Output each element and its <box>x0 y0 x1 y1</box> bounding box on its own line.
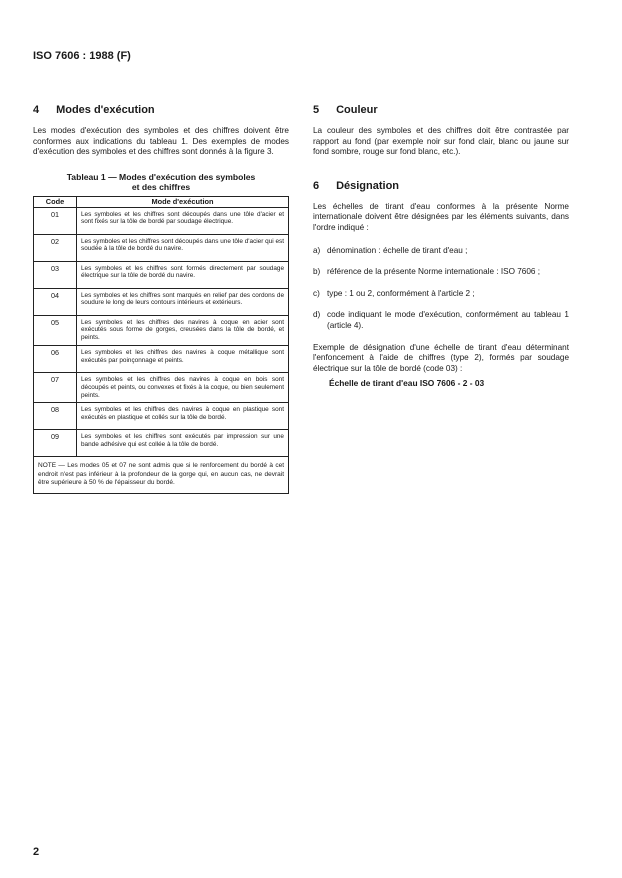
column-header-code: Code <box>34 196 77 207</box>
table-header-row <box>34 196 289 207</box>
row-code: 04 <box>34 288 77 315</box>
table-caption <box>33 172 289 192</box>
list-item <box>313 288 569 300</box>
list-item-label: b) <box>313 267 321 277</box>
row-description: Les symboles et les chiffres sont formés directement par soudage électrique sur la tôle de bordé du navire. <box>77 261 289 288</box>
table-row <box>34 234 289 261</box>
row-code: 02 <box>34 234 77 261</box>
row-code: 09 <box>34 430 77 457</box>
section-4-text: Les modes d'exécution des symboles et des chiffres doivent être conformes aux indications du tableau 1. Des exemples de modes d'exécution des symboles et des chiffres sont donnés à la figure 3. <box>33 126 289 157</box>
row-code: 06 <box>34 345 77 372</box>
row-description: Les symboles et les chiffres des navires à coque en acier sont exécutés sous forme de gorges, creusées dans la tôle de bordé, et peints. <box>77 315 289 345</box>
table-row <box>34 261 289 288</box>
section-4-title: Modes d'exécution <box>56 104 155 116</box>
row-description: Les symboles et les chiffres des navires à coque en bois sont découpés et peints, ou convexes et fixés à la coque, ou bien seulement peints. <box>77 372 289 402</box>
row-code: 03 <box>34 261 77 288</box>
section-5-title: Couleur <box>336 104 378 116</box>
section-6-heading <box>313 180 569 192</box>
list-item-text: type : 1 ou 2, conformément à l'article 2 ; <box>327 288 475 298</box>
row-code: 05 <box>34 315 77 345</box>
section-6-title: Désignation <box>336 179 400 192</box>
list-item-text: dénomination : échelle de tirant d'eau ; <box>327 245 468 255</box>
right-column <box>313 104 569 388</box>
document-header: ISO 7606 : 1988 (F) <box>33 50 131 62</box>
section-5-heading <box>313 104 569 116</box>
list-item-label: a) <box>313 245 321 255</box>
row-description: Les symboles et les chiffres sont marqués en relief par des cordons de soudure le long de leurs contours intérieurs et extérieurs. <box>77 288 289 315</box>
row-description: Les symboles et les chiffres sont exécutés par impression sur une bande adhésive qui est collée à la tôle de bordé. <box>77 430 289 457</box>
page-number: 2 <box>33 846 40 858</box>
row-description: Les symboles et les chiffres des navires à coque en plastique sont exécutés en plastique et collés sur la tôle de bordé. <box>77 403 289 430</box>
table-row <box>34 430 289 457</box>
row-code: 07 <box>34 372 77 402</box>
row-code: 01 <box>34 207 77 234</box>
table-row <box>34 403 289 430</box>
list-item <box>313 310 569 331</box>
table-caption-line2: et des chiffres <box>131 181 191 192</box>
section-6-number: 6 <box>313 179 320 192</box>
table-caption-line1: Tableau 1 — Modes d'exécution des symboles <box>66 171 256 182</box>
left-column <box>33 104 289 494</box>
list-item-label: c) <box>313 288 320 298</box>
designation-example: Exemple de désignation d'une échelle de tirant d'eau déterminant l'enfoncement à l'aide de chiffres (type 2), formés par soudage électrique sur la tôle de bordé (code 03) : <box>313 342 569 373</box>
table-row <box>34 345 289 372</box>
table-row <box>34 315 289 345</box>
row-code: 08 <box>34 403 77 430</box>
row-description: Les symboles et les chiffres sont découpés dans une tôle d'acier et sont fixés sur la tôle de bordé par soudage électrique. <box>77 207 289 234</box>
section-6-intro: Les échelles de tirant d'eau conformes à la présente Norme internationale doivent être désignées par les éléments suivants, dans l'ordre indiqué : <box>313 201 569 232</box>
designation-code: Échelle de tirant d'eau ISO 7606 - 2 - 03 <box>329 378 485 389</box>
column-header-mode: Mode d'exécution <box>77 196 289 207</box>
list-item-text: code indiquant le mode d'exécution, conformément au tableau 1 (article 4). <box>327 310 569 330</box>
row-description: Les symboles et les chiffres des navires à coque métallique sont exécutés par poinçonnage et peints. <box>77 345 289 372</box>
list-item <box>313 267 569 278</box>
table-row <box>34 288 289 315</box>
list-item-text: référence de la présente Norme internationale : ISO 7606 ; <box>327 267 540 277</box>
list-item-label: d) <box>313 310 321 320</box>
table-note: NOTE — Les modes 05 et 07 ne sont admis que si le renforcement du bordé à cet endroit n'est pas inférieur à la profondeur de la gorge qui, en aucun cas, ne devrait être supérieure à 50 % de l'épaisseur du bordé. <box>34 457 289 494</box>
section-5-number: 5 <box>313 104 320 116</box>
list-item <box>313 245 569 257</box>
section-4-heading <box>33 104 289 116</box>
modes-table <box>33 196 289 494</box>
table-row <box>34 207 289 234</box>
table-row <box>34 372 289 402</box>
section-4-number: 4 <box>33 104 40 116</box>
row-description: Les symboles et les chiffres sont découpés dans une tôle d'acier qui est soudée à la tôle de bordé du navire. <box>77 234 289 261</box>
section-5-text: La couleur des symboles et des chiffres doit être contrastée par rapport au fond (par exemple noir sur fond clair, blanc ou jaune sur fond sombre, rouge sur fond blanc, etc.). <box>313 126 569 157</box>
table-note-row <box>34 457 289 494</box>
